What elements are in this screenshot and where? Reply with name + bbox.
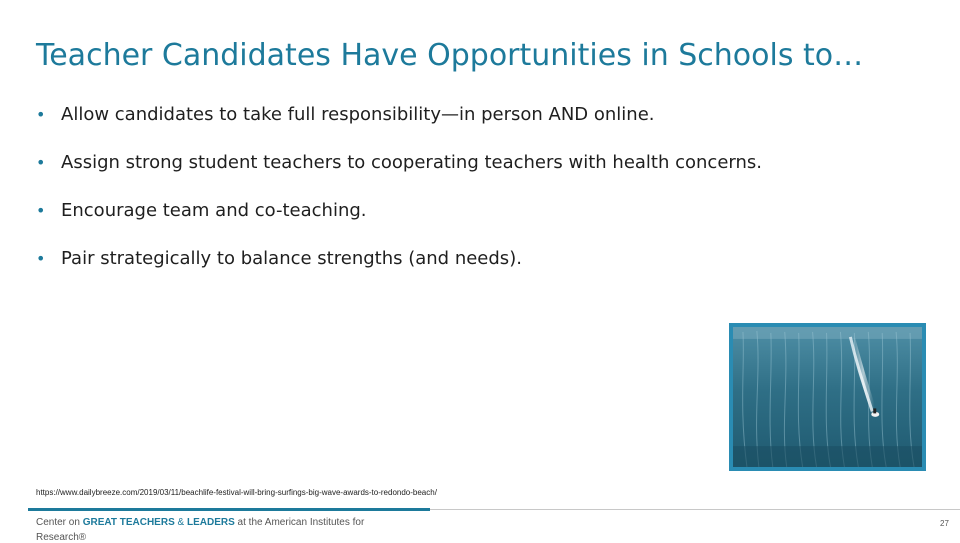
footer-prefix: Center on <box>36 517 83 528</box>
footer-suffix: at the American Institutes for <box>234 517 365 528</box>
image-source-url[interactable]: https://www.dailybreeze.com/2019/03/11/beachlife-festival-will-bring-surfings-big-wave-awards-to-redondo-beach/ <box>36 488 437 497</box>
bullet-text: Encourage team and co-teaching. <box>61 199 367 221</box>
footer-org-name-line2: Research® <box>36 532 87 543</box>
bullet-item <box>36 234 762 282</box>
wave-image-icon <box>733 327 922 467</box>
bullet-text: Allow candidates to take full responsibility—in person AND online. <box>61 103 655 125</box>
footer-great-teachers: GREAT TEACHERS <box>82 517 175 528</box>
footer-divider <box>430 509 960 510</box>
bullet-list <box>36 90 762 282</box>
footer-ampersand: & <box>174 517 187 528</box>
bullet-item <box>36 186 762 234</box>
bullet-dot-icon: • <box>36 152 46 172</box>
surfer-wave-photo <box>729 323 926 471</box>
bullet-dot-icon: • <box>36 248 46 268</box>
bullet-text: Assign strong student teachers to cooperating teachers with health concerns. <box>61 151 762 173</box>
bullet-item <box>36 138 762 186</box>
bullet-text: Pair strategically to balance strengths (and needs). <box>61 247 522 269</box>
bullet-dot-icon: • <box>36 200 46 220</box>
bullet-dot-icon: • <box>36 104 46 124</box>
slide-title: Teacher Candidates Have Opportunities in Schools to… <box>36 38 864 73</box>
footer-org-name <box>36 517 364 528</box>
bullet-item <box>36 90 762 138</box>
footer-accent-bar <box>28 508 430 511</box>
page-number: 27 <box>940 519 949 528</box>
footer-leaders: LEADERS <box>186 517 235 528</box>
